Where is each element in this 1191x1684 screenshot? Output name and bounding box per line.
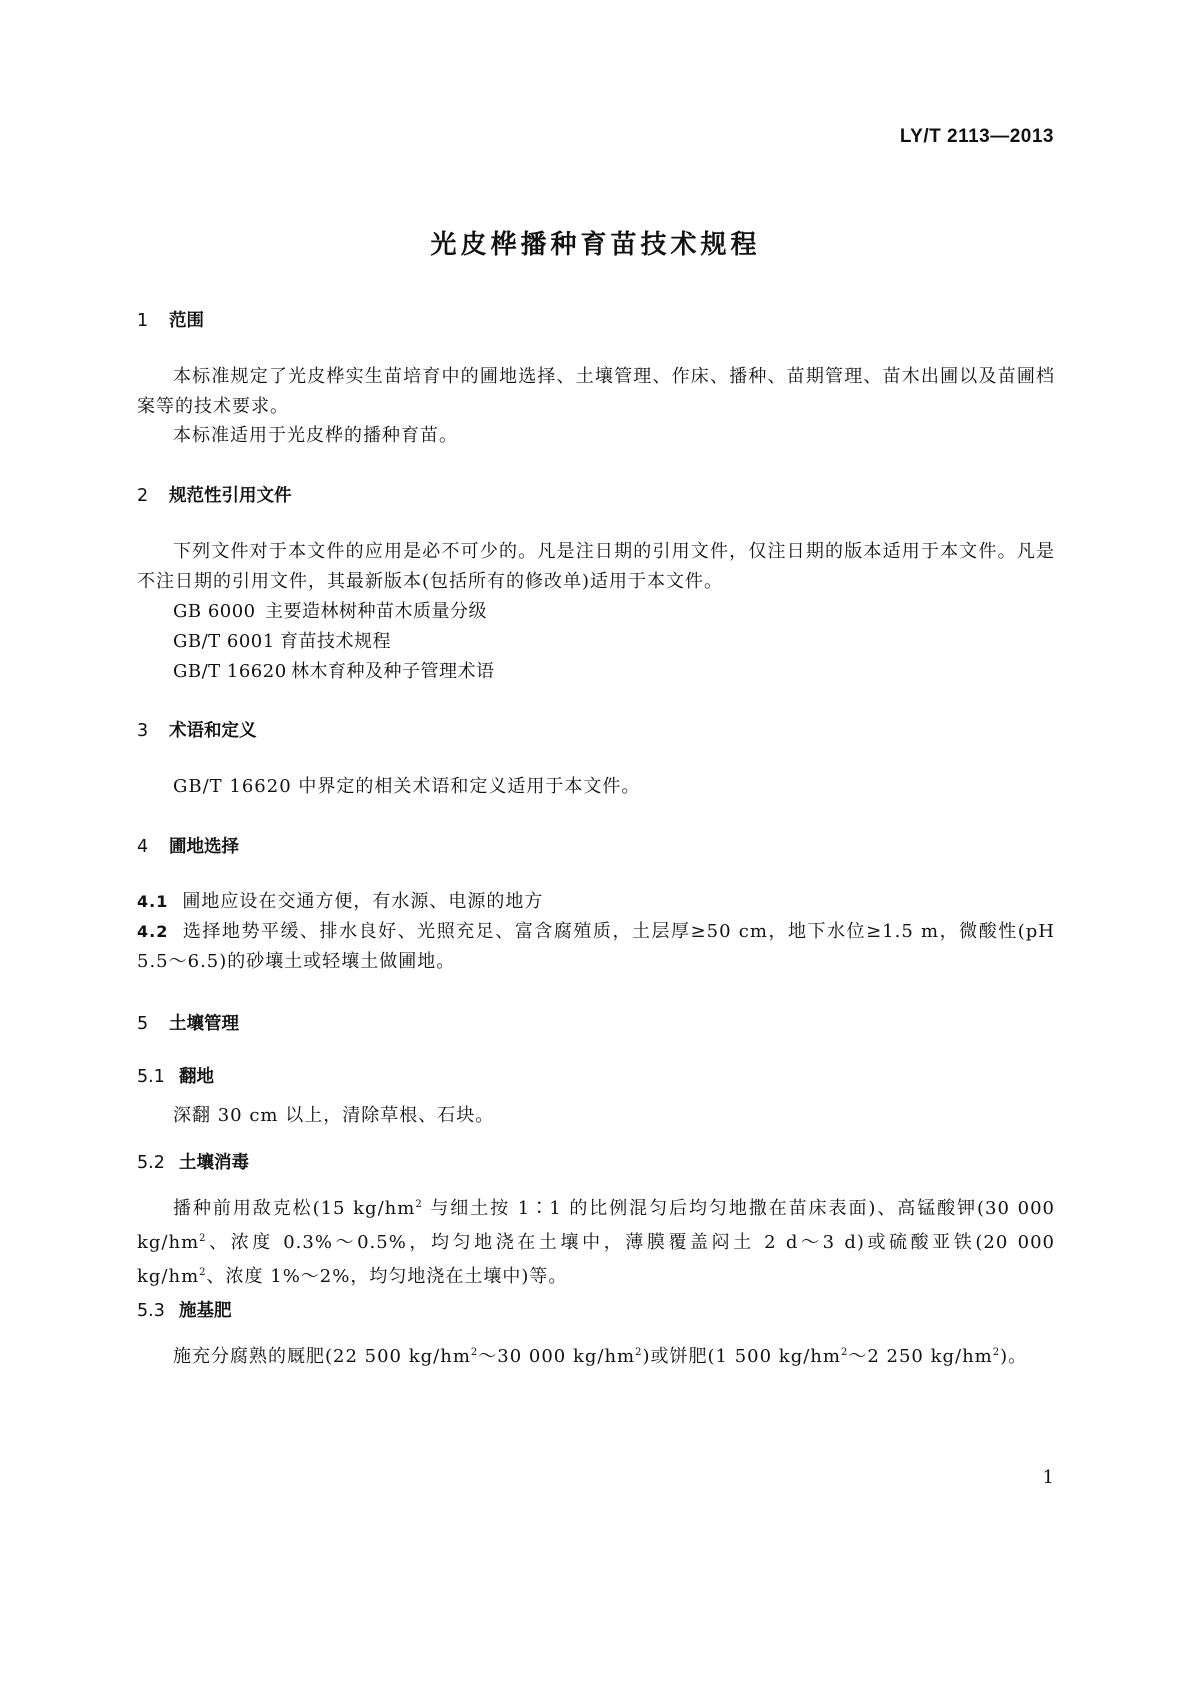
- section-title: 土壤管理: [169, 1014, 239, 1034]
- text-run: 、浓度 1%～2%，均匀地浇在土壤中)等。: [206, 1266, 568, 1287]
- section-3-heading: [137, 717, 257, 742]
- text-run: 施充分腐熟的厩肥(22 500 kg/hm: [173, 1346, 471, 1367]
- section-title: 范围: [169, 311, 204, 331]
- superscript: 2: [992, 1347, 1001, 1358]
- section-number: 2: [137, 486, 149, 506]
- clause-number: 4.1: [137, 892, 169, 911]
- superscript: 2: [199, 1233, 207, 1244]
- subsection-5-1-text: 深翻 30 cm 以上，清除草根、石块。: [173, 1105, 495, 1126]
- subsection-title: 土壤消毒: [179, 1153, 249, 1173]
- text-run: ～2 250 kg/hm: [848, 1346, 993, 1367]
- subsection-5-2-text: [137, 1190, 1055, 1292]
- clause-4-1: [137, 887, 1055, 917]
- subsection-number: 5.3: [137, 1301, 165, 1321]
- section-2-paragraph-1: 下列文件对于本文件的应用是必不可少的。凡是注日期的引用文件，仅注日期的版本适用于本文件。凡是不注日期的引用文件，其最新版本(包括所有的修改单)适用于本文件。: [137, 541, 1055, 592]
- reference-name: 主要造林树种苗木质量分级: [265, 601, 487, 622]
- section-number: 3: [137, 721, 149, 741]
- reference-item: [173, 627, 391, 653]
- section-number: 1: [137, 311, 149, 331]
- superscript: 2: [415, 1199, 423, 1210]
- clause-text: 圃地应设在交通方便，有水源、电源的地方: [182, 891, 544, 912]
- section-3-paragraph-1: GB/T 16620 中界定的相关术语和定义适用于本文件。: [173, 776, 641, 797]
- reference-code: GB/T 16620: [173, 661, 287, 682]
- reference-name: 育苗技术规程: [280, 631, 391, 652]
- text-run: 播种前用敌克松(15 kg/hm: [173, 1198, 416, 1219]
- subsection-5-1-heading: [137, 1063, 214, 1088]
- superscript: 2: [470, 1347, 479, 1358]
- section-title: 规范性引用文件: [169, 486, 292, 506]
- superscript: 2: [840, 1347, 849, 1358]
- reference-code: GB 6000: [173, 601, 256, 622]
- text-run: ～30 000 kg/hm: [478, 1346, 636, 1367]
- subsection-title: 施基肥: [179, 1301, 232, 1321]
- text-run: )。: [1000, 1346, 1028, 1367]
- text-run: 与细土按 1∶1 的比例混匀后均匀地撒在苗床表面)、高锰酸钾(30 000 kg/hm: [137, 1198, 1055, 1253]
- subsection-number: 5.2: [137, 1153, 165, 1173]
- clause-number: 4.2: [137, 922, 169, 941]
- subsection-5-3-text: [137, 1338, 1055, 1372]
- subsection-5-3-heading: [137, 1297, 232, 1322]
- section-1-paragraph-2: 本标准适用于光皮桦的播种育苗。: [173, 425, 458, 446]
- reference-name: 林木育种及种子管理术语: [291, 661, 495, 682]
- document-title: 光皮桦播种育苗技术规程: [430, 230, 761, 260]
- section-1-paragraph-1: 本标准规定了光皮桦实生苗培育中的圃地选择、土壤管理、作床、播种、苗期管理、苗木出圃以及苗圃档案等的技术要求。: [137, 366, 1055, 417]
- text-run: 、浓度 0.3%～0.5%，均匀地浇在土壤中，薄膜覆盖闷土 2 d～3 d)或硫酸亚铁(20 000 kg/hm: [137, 1232, 1055, 1287]
- section-5-heading: [137, 1010, 239, 1035]
- clause-4-2: [137, 917, 1055, 977]
- text-run: )或饼肥(1 500 kg/hm: [642, 1346, 841, 1367]
- section-number: 4: [137, 837, 149, 857]
- subsection-title: 翻地: [179, 1067, 214, 1087]
- section-number: 5: [137, 1014, 149, 1034]
- section-title: 圃地选择: [169, 837, 239, 857]
- section-4-heading: [137, 833, 239, 858]
- reference-item: [173, 597, 487, 623]
- superscript: 2: [635, 1347, 643, 1358]
- subsection-5-2-heading: [137, 1149, 249, 1174]
- page-number: 1: [1042, 1467, 1054, 1488]
- reference-item: [173, 657, 495, 683]
- clause-text: 选择地势平缓、排水良好、光照充足、富含腐殖质，土层厚≥50 cm，地下水位≥1.5 m，微酸性(pH 5.5～6.5)的砂壤土或轻壤土做圃地。: [137, 921, 1055, 972]
- reference-code: GB/T 6001: [173, 631, 275, 652]
- standard-code: LY/T 2113—2013: [899, 126, 1054, 147]
- superscript: 2: [199, 1267, 207, 1278]
- section-title: 术语和定义: [169, 721, 257, 741]
- section-2-heading: [137, 482, 292, 507]
- section-1-heading: [137, 307, 204, 332]
- subsection-number: 5.1: [137, 1067, 165, 1087]
